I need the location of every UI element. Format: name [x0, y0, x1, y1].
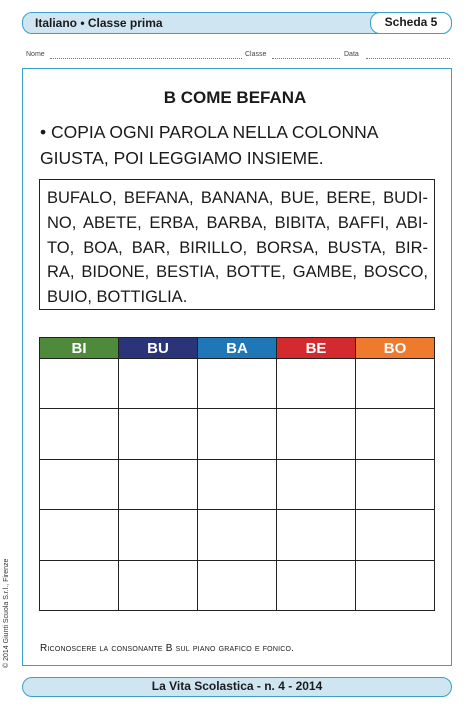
answer-cell-be[interactable]: [277, 359, 356, 409]
answer-cell-bi[interactable]: [40, 459, 119, 509]
column-header-be: BE: [277, 338, 356, 359]
column-header-bu: BU: [119, 338, 198, 359]
table-row: [40, 359, 435, 409]
answer-cell-bu[interactable]: [119, 409, 198, 459]
column-header-bi: BI: [40, 338, 119, 359]
subject-label: Italiano • Classe prima: [35, 16, 163, 30]
class-label: Classe: [245, 51, 267, 58]
answer-cell-ba[interactable]: [198, 560, 277, 610]
date-label: Data: [344, 51, 359, 58]
answer-cell-bu[interactable]: [119, 510, 198, 560]
student-info-row: [26, 51, 451, 65]
answer-cell-bo[interactable]: [356, 459, 435, 509]
table-row: [40, 459, 435, 509]
word-list-box: BUFALO, BEFANA, BANANA, BUE, BERE, BUDI-NO, ABETE, ERBA, BARBA, BIBITA, BAFFI, ABI-TO, BOA, BAR, BIRILLO, BORSA, BUSTA, BIR-RA, BIDONE, BESTIA, BOTTE, GAMBE, BOSCO, BUIO, BOTTIGLIA.: [39, 179, 435, 310]
answer-cell-bo[interactable]: [356, 560, 435, 610]
answer-cell-bi[interactable]: [40, 359, 119, 409]
table-body: [40, 359, 435, 611]
table-row: [40, 510, 435, 560]
name-field[interactable]: [50, 58, 242, 59]
column-header-ba: BA: [198, 338, 277, 359]
answer-cell-ba[interactable]: [198, 409, 277, 459]
answer-cell-be[interactable]: [277, 409, 356, 459]
syllable-table: [39, 337, 435, 611]
copyright-notice: © 2014 Giunti Scuola S.r.l., Firenze: [3, 558, 10, 668]
answer-cell-bi[interactable]: [40, 409, 119, 459]
name-label: Nome: [26, 51, 45, 58]
answer-cell-be[interactable]: [277, 459, 356, 509]
table-header-row: [40, 338, 435, 359]
answer-cell-bo[interactable]: [356, 409, 435, 459]
answer-cell-ba[interactable]: [198, 359, 277, 409]
learning-objective: Riconoscere la consonante B sul piano grafico e fonico.: [40, 643, 295, 654]
answer-cell-ba[interactable]: [198, 510, 277, 560]
answer-cell-bu[interactable]: [119, 459, 198, 509]
answer-cell-bi[interactable]: [40, 560, 119, 610]
header-bar: [22, 12, 452, 34]
table-row: [40, 560, 435, 610]
worksheet-title: B COME BEFANA: [163, 88, 307, 107]
table-row: [40, 409, 435, 459]
column-header-bo: BO: [356, 338, 435, 359]
instruction-text: • COPIA OGNI PAROLA NELLA COLONNA GIUSTA, POI LEGGIAMO INSIEME.: [40, 122, 378, 168]
answer-cell-be[interactable]: [277, 560, 356, 610]
answer-cell-bo[interactable]: [356, 510, 435, 560]
answer-cell-be[interactable]: [277, 510, 356, 560]
date-field[interactable]: [366, 58, 450, 59]
answer-cell-bo[interactable]: [356, 359, 435, 409]
footer-bar: La Vita Scolastica - n. 4 - 2014: [22, 677, 452, 697]
class-field[interactable]: [272, 58, 340, 59]
answer-cell-bu[interactable]: [119, 359, 198, 409]
sheet-label: Scheda 5: [370, 12, 452, 34]
answer-cell-bu[interactable]: [119, 560, 198, 610]
answer-cell-ba[interactable]: [198, 459, 277, 509]
answer-cell-bi[interactable]: [40, 510, 119, 560]
